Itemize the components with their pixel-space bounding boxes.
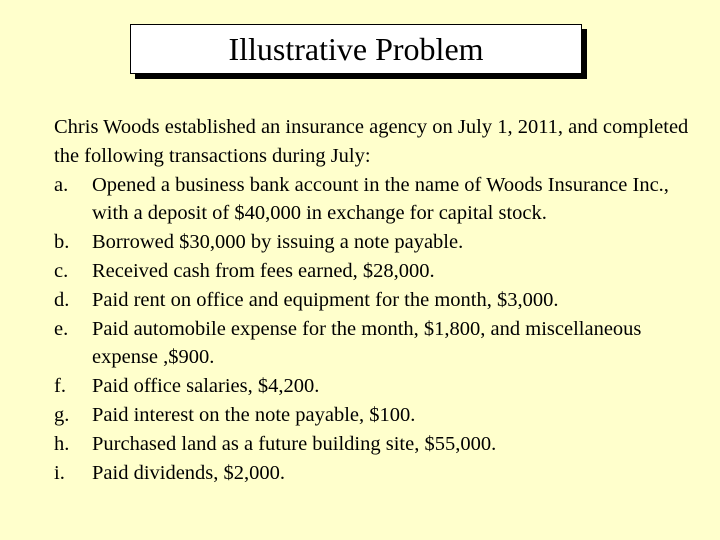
transaction-item <box>54 430 704 459</box>
transaction-text: Purchased land as a future building site, $55,000. <box>92 432 497 455</box>
transaction-label: f. <box>54 375 66 398</box>
transaction-label: i. <box>54 461 65 484</box>
transaction-text: Paid automobile expense for the month, $1,800, and miscellaneous expense ,$900. <box>92 317 642 369</box>
transaction-item <box>54 286 704 315</box>
transaction-list <box>54 171 704 488</box>
intro-paragraph: Chris Woods established an insurance agency on July 1, 2011, and completed the following transactions during July: <box>54 116 689 167</box>
transaction-text: Paid dividends, $2,000. <box>92 461 286 484</box>
transaction-label: c. <box>54 259 69 282</box>
transaction-item <box>54 459 704 488</box>
transaction-item <box>54 372 704 401</box>
transaction-text: Borrowed $30,000 by issuing a note payable. <box>92 231 464 254</box>
transaction-label: g. <box>54 403 70 426</box>
transaction-item <box>54 228 704 257</box>
transaction-label: b. <box>54 231 70 254</box>
problem-content <box>54 113 704 487</box>
transaction-label: h. <box>54 432 70 455</box>
transaction-label: e. <box>54 317 69 340</box>
transaction-label: d. <box>54 288 70 311</box>
transaction-item <box>54 257 704 286</box>
transaction-label: a. <box>54 173 69 196</box>
transaction-item <box>54 171 704 229</box>
transaction-item <box>54 315 704 373</box>
slide-title: Illustrative Problem <box>228 31 484 67</box>
transaction-text: Paid rent on office and equipment for the month, $3,000. <box>92 288 559 311</box>
transaction-text: Opened a business bank account in the name of Woods Insurance Inc., with a deposit of $40,000 in exchange for capital stock. <box>92 173 669 225</box>
transaction-text: Paid interest on the note payable, $100. <box>92 403 416 426</box>
transaction-text: Received cash from fees earned, $28,000. <box>92 259 435 282</box>
transaction-text: Paid office salaries, $4,200. <box>92 375 320 398</box>
transaction-item <box>54 401 704 430</box>
title-box <box>130 24 582 74</box>
